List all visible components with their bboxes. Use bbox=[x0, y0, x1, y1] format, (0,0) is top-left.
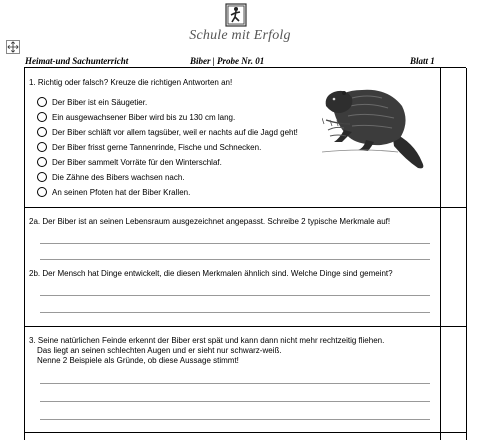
q1-option-label: Die Zähne des Bibers wachsen nach. bbox=[52, 172, 185, 182]
table-score-divider bbox=[440, 68, 441, 440]
radio-button[interactable] bbox=[37, 157, 47, 167]
radio-button[interactable] bbox=[37, 142, 47, 152]
q3-prompt-line2: Das liegt an seinen schlechten Augen und er sieht nur schwarz-weiß. bbox=[37, 346, 282, 355]
school-logo-icon bbox=[225, 3, 247, 27]
radio-button[interactable] bbox=[37, 127, 47, 137]
q1-option-label: Der Biber ist ein Säugetier. bbox=[52, 97, 148, 107]
answer-line[interactable] bbox=[40, 383, 430, 384]
q1-option-label: An seinen Pfoten hat der Biber Krallen. bbox=[52, 187, 191, 197]
table-left-border bbox=[24, 68, 25, 440]
row-divider bbox=[24, 432, 467, 433]
header-divider bbox=[24, 67, 466, 68]
answer-line[interactable] bbox=[40, 243, 430, 244]
move-cross-icon[interactable] bbox=[6, 40, 20, 54]
q1-option[interactable] bbox=[37, 96, 147, 108]
answer-line[interactable] bbox=[40, 259, 430, 260]
radio-button[interactable] bbox=[37, 172, 47, 182]
answer-line[interactable] bbox=[40, 312, 430, 313]
q1-option[interactable] bbox=[37, 111, 235, 123]
q1-option-label: Der Biber schläft vor allem tagsüber, weil er nachts auf die Jagd geht! bbox=[52, 127, 298, 137]
q1-option[interactable] bbox=[37, 126, 298, 138]
q1-prompt: 1. Richtig oder falsch? Kreuze die richtigen Antworten an! bbox=[29, 78, 233, 87]
q1-option[interactable] bbox=[37, 186, 190, 198]
answer-line[interactable] bbox=[40, 401, 430, 402]
row-divider bbox=[24, 326, 467, 327]
subject-label: Heimat-und Sachunterricht bbox=[25, 56, 129, 66]
school-name: Schule mit Erfolg bbox=[189, 28, 291, 43]
beaver-illustration bbox=[322, 80, 434, 172]
table-right-border bbox=[466, 68, 467, 440]
sheet-label: Blatt 1 bbox=[410, 56, 435, 66]
q1-option[interactable] bbox=[37, 156, 222, 168]
q2b-prompt: 2b. Der Mensch hat Dinge entwickelt, die diesen Merkmalen ähnlich sind. Welche Dinge sind gemeint? bbox=[29, 269, 393, 278]
radio-button[interactable] bbox=[37, 112, 47, 122]
q3-prompt-line1: 3. Seine natürlichen Feinde erkennt der Biber erst spät und kann dann nicht mehr rechtzeitig fliehen. bbox=[29, 336, 385, 345]
answer-line[interactable] bbox=[40, 295, 430, 296]
q1-option[interactable] bbox=[37, 141, 261, 153]
q2a-prompt: 2a. Der Biber ist an seinen Lebensraum ausgezeichnet angepasst. Schreibe 2 typische Merkmale auf! bbox=[29, 217, 391, 226]
q1-option-label: Der Biber frisst gerne Tannenrinde, Fische und Schnecken. bbox=[52, 142, 262, 152]
test-label: Biber | Probe Nr. 01 bbox=[190, 56, 265, 66]
q1-option[interactable] bbox=[37, 171, 185, 183]
q1-option-label: Ein ausgewachsener Biber wird bis zu 130 cm lang. bbox=[52, 112, 236, 122]
q1-option-label: Der Biber sammelt Vorräte für den Winterschlaf. bbox=[52, 157, 222, 167]
radio-button[interactable] bbox=[37, 187, 47, 197]
radio-button[interactable] bbox=[37, 97, 47, 107]
answer-line[interactable] bbox=[40, 419, 430, 420]
row-divider bbox=[24, 207, 467, 208]
q3-prompt-line3: Nenne 2 Beispiele als Gründe, ob diese Aussage stimmt! bbox=[37, 356, 239, 365]
